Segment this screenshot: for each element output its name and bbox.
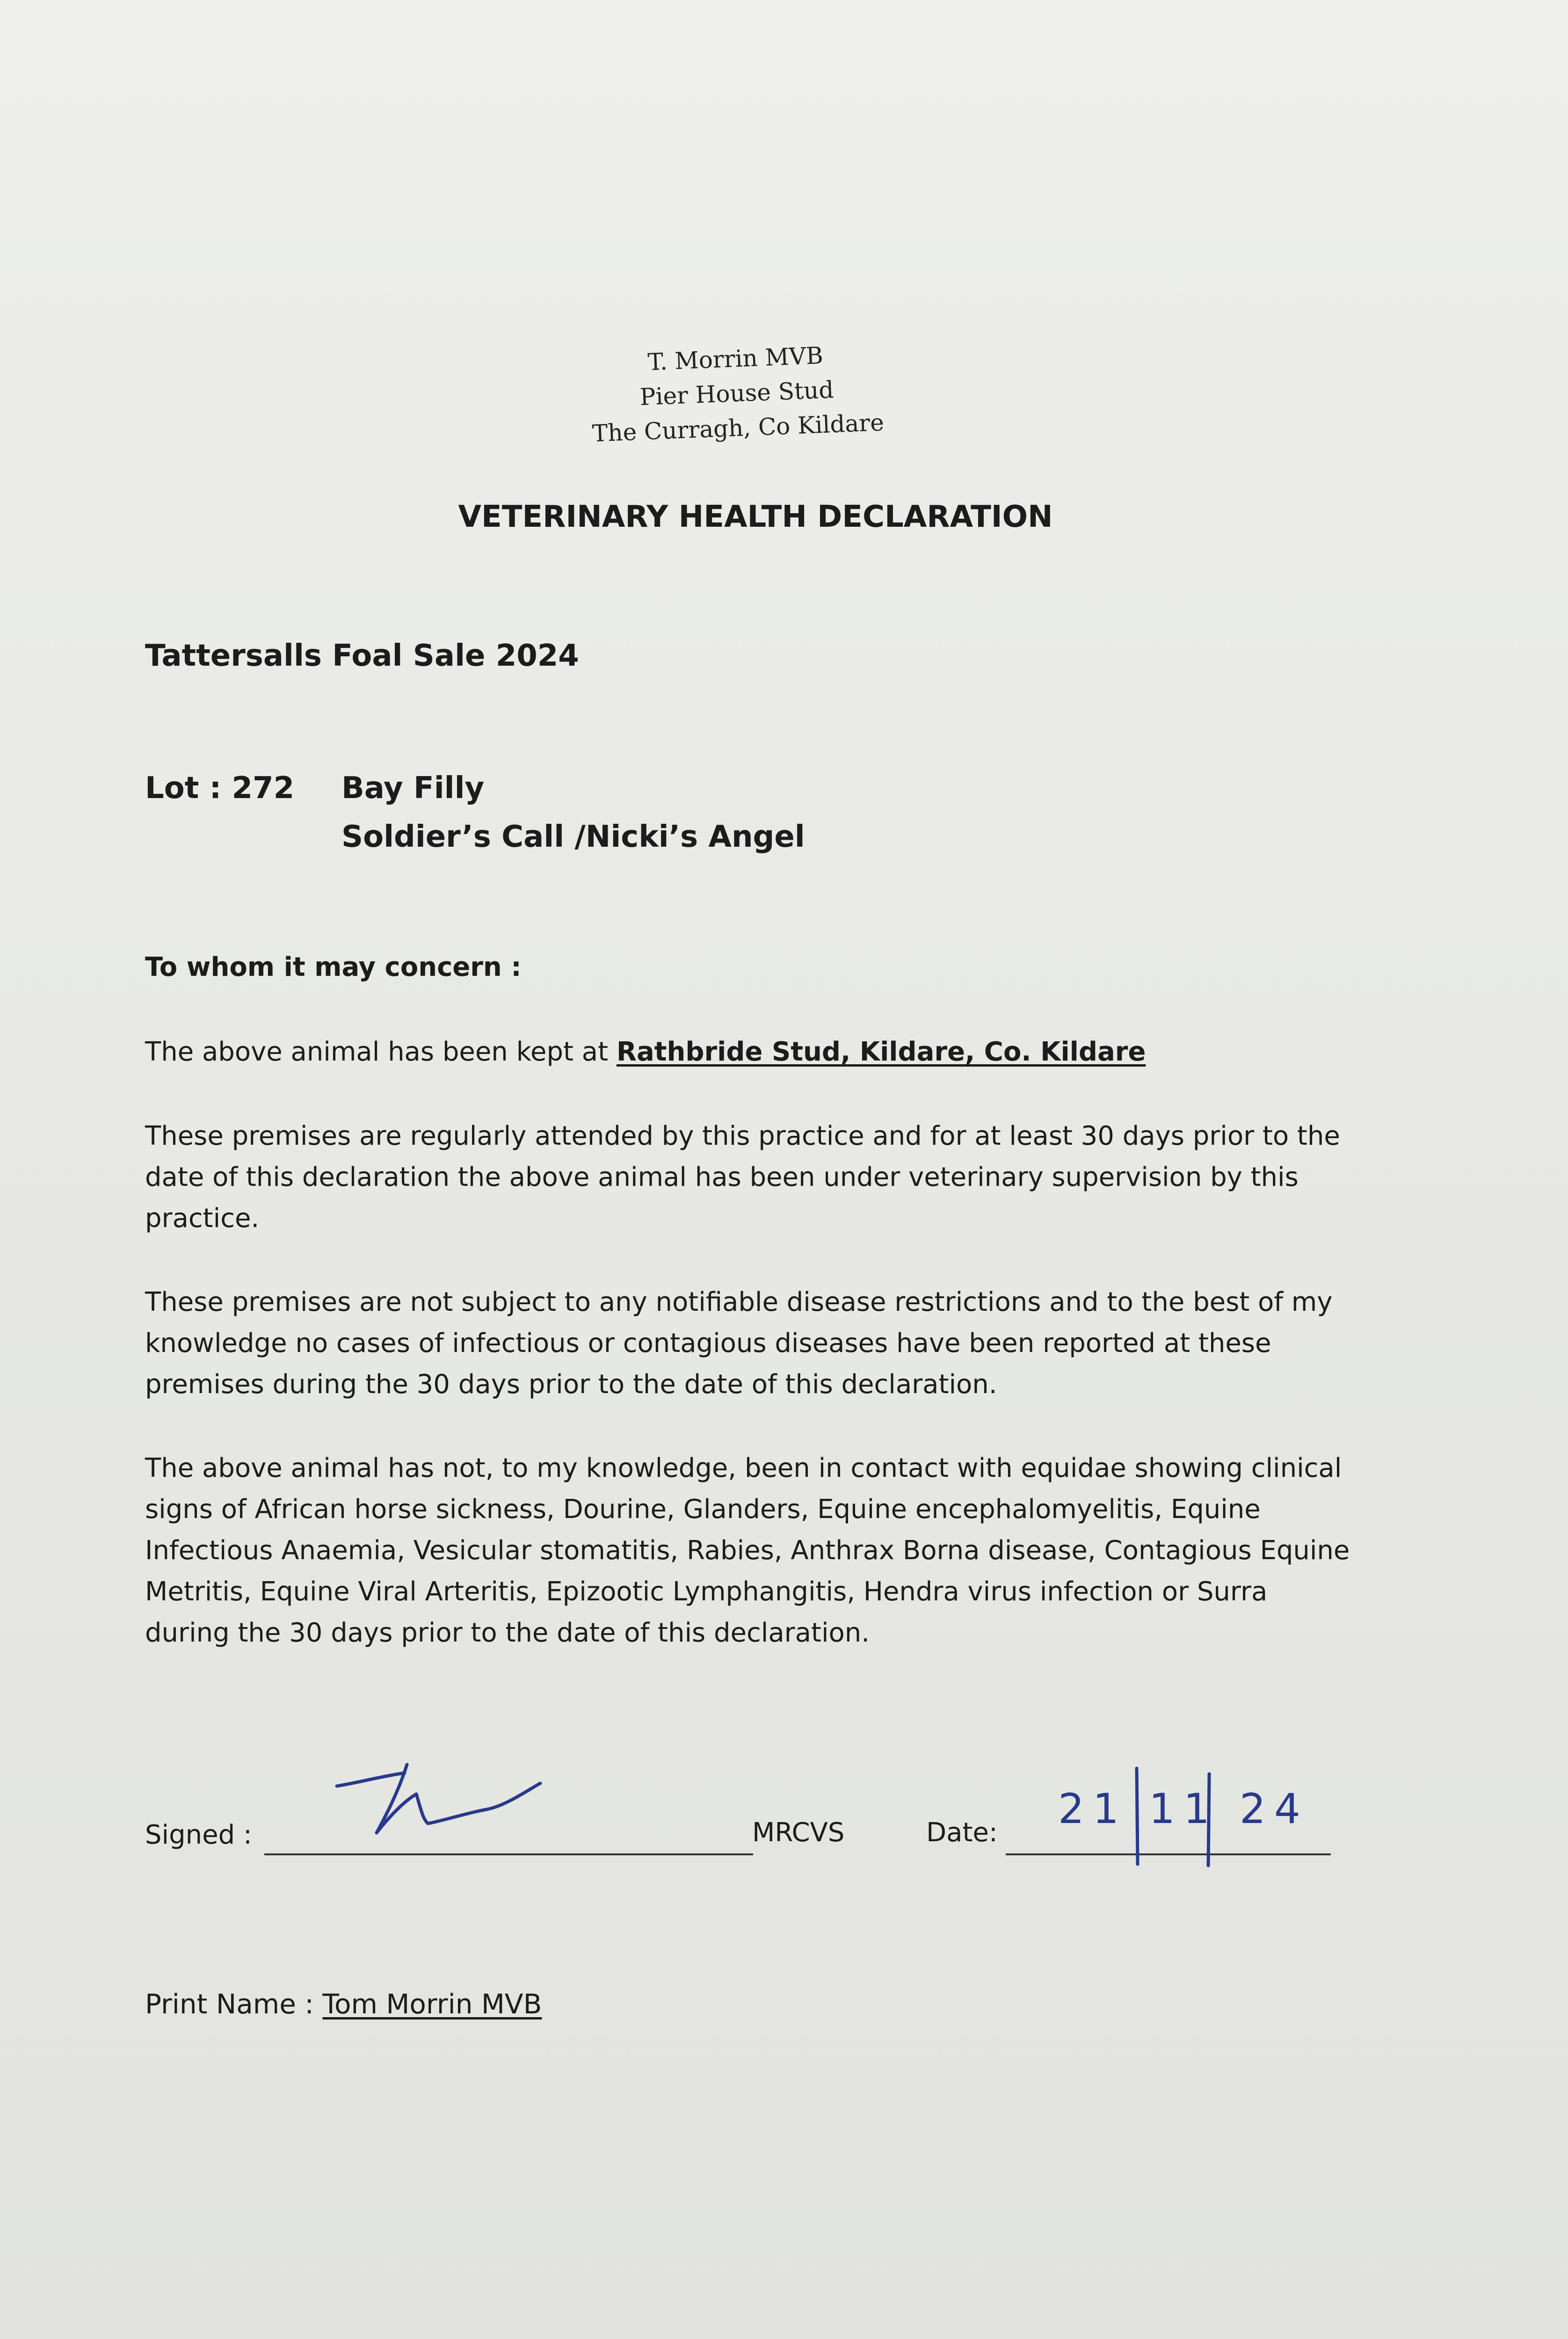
premises-location: Rathbride Stud, Kildare, Co. Kildare: [616, 1037, 1146, 1067]
paragraph-premises: [145, 1031, 1385, 1073]
paragraph-restrictions: [145, 1282, 1385, 1405]
paragraph-line: These premises are regularly attended by this practice and for at least 30 days prior to the: [145, 1121, 1340, 1151]
print-name-label: Print Name :: [145, 1988, 323, 2020]
letterhead-name: T. Morrin MVB: [647, 341, 824, 376]
paragraph-line: Infectious Anaemia, Vesicular stomatitis, Rabies, Anthrax Borna disease, Contagious Equine: [145, 1535, 1350, 1566]
signed-label: Signed :: [145, 1820, 252, 1850]
paragraph-supervision: [145, 1116, 1385, 1239]
print-name-value: Tom Morrin MVB: [322, 1988, 542, 2020]
paragraph-line: knowledge no cases of infectious or contagious diseases have been reported at these: [145, 1328, 1271, 1358]
date-label: Date:: [926, 1817, 998, 1848]
sale-name: Tattersalls Foal Sale 2024: [145, 639, 579, 673]
print-name: [145, 1988, 542, 2020]
document-title: VETERINARY HEALTH DECLARATION: [458, 500, 1053, 534]
letterhead-stud: Pier House Stud: [639, 376, 835, 411]
paragraph-line: Metritis, Equine Viral Arteritis, Epizootic Lymphangitis, Hendra virus infection or Surra: [145, 1576, 1268, 1607]
paragraph-line: The above animal has not, to my knowledge, been in contact with equidae showing clinical: [145, 1453, 1342, 1483]
letterhead: [513, 333, 961, 454]
lot-pedigree: Soldier’s Call /Nicki’s Angel: [341, 820, 805, 854]
paragraph-line: premises during the 30 days prior to the date of this declaration.: [145, 1369, 997, 1400]
paragraph-line: practice.: [145, 1203, 260, 1234]
greeting: To whom it may concern :: [145, 952, 522, 982]
lot-description: Bay Filly: [341, 771, 485, 806]
paragraph-line: date of this declaration the above animal has been under veterinary supervision by this: [145, 1162, 1299, 1192]
paragraph-diseases: [145, 1448, 1385, 1654]
paragraph-line: These premises are not subject to any notifiable disease restrictions and to the best of my: [145, 1287, 1333, 1317]
premises-text: The above animal has been kept at: [145, 1037, 617, 1067]
paragraph-line: during the 30 days prior to the date of this declaration.: [145, 1618, 870, 1648]
mrcvs-label: MRCVS: [752, 1817, 845, 1848]
letterhead-address: The Curragh, Co Kildare: [591, 408, 885, 447]
handwritten-signature: [327, 1750, 561, 1862]
paragraph-line: signs of African horse sickness, Dourine, Glanders, Equine encephalomyelitis, Equine: [145, 1494, 1261, 1525]
handwritten-date: 21 11 24: [1058, 1785, 1309, 1833]
lot-number: Lot : 272: [145, 771, 295, 806]
